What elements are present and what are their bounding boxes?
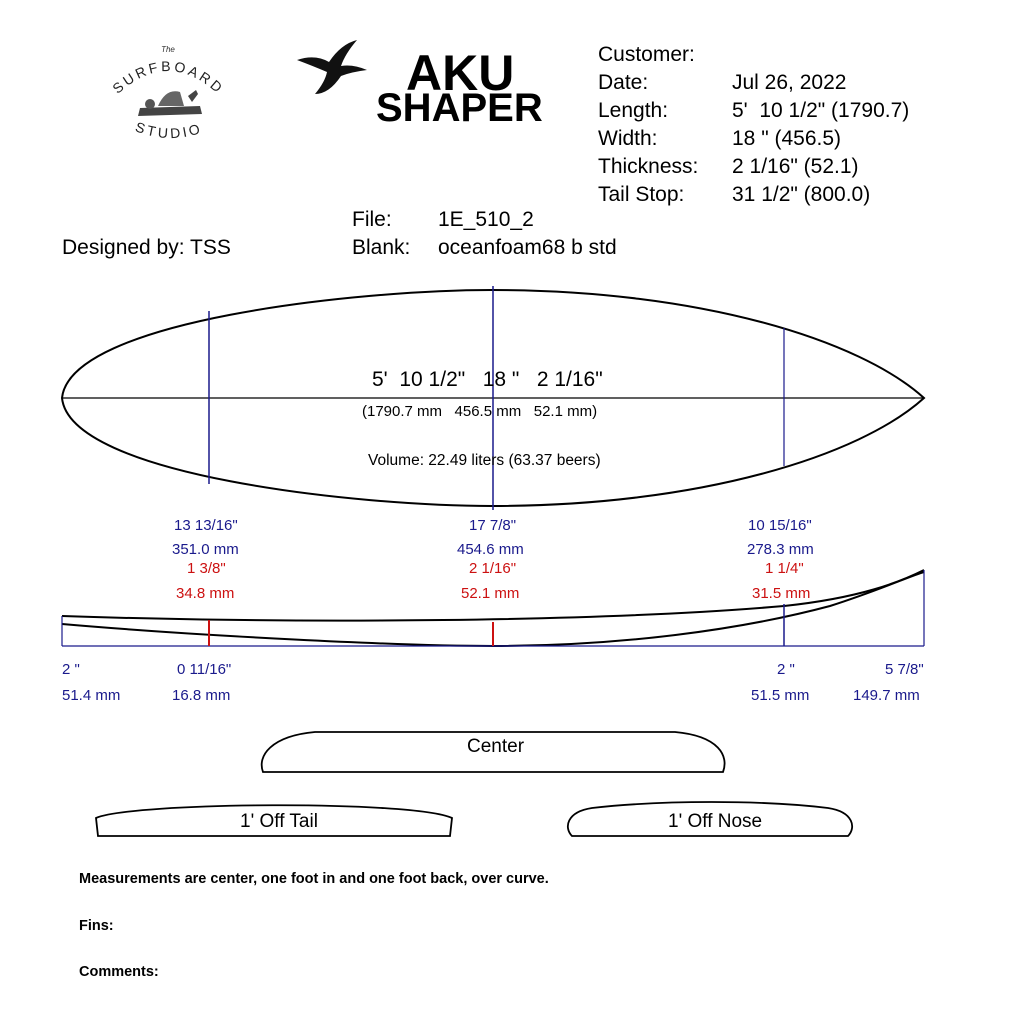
station-nose-thick-mm: 31.5 mm	[752, 585, 811, 602]
spec-row-customer: Customer:	[598, 43, 695, 66]
brand-shaper: SHAPER	[376, 86, 543, 130]
outline-dims-imperial: 5' 10 1/2" 18 " 2 1/16"	[372, 368, 603, 391]
logo	[100, 40, 240, 150]
board-outline	[0, 280, 1024, 520]
station-center-thick-mm: 52.1 mm	[461, 585, 520, 602]
rocker-1ft-tail-mm: 16.8 mm	[172, 687, 231, 704]
spec-row-width: Width: 18 " (456.5)	[598, 127, 842, 150]
outline-volume: Volume: 22.49 liters (63.37 beers)	[368, 452, 601, 469]
spec-row-thickness: Thickness: 2 1/16" (52.1)	[598, 155, 859, 178]
logo-graphic	[100, 40, 240, 150]
hand-plane-icon	[138, 90, 202, 116]
rocker-profile	[0, 560, 1024, 660]
measurements-note: Measurements are center, one foot in and one foot back, over curve.	[79, 871, 549, 887]
svg-text:SURFBOARD	[109, 58, 227, 97]
section-center-label: Center	[467, 736, 525, 757]
logo-small-word: The	[161, 45, 175, 54]
station-tail-width-mm: 351.0 mm	[172, 541, 239, 558]
rocker-1ft-tail-in: 0 11/16"	[177, 661, 232, 678]
comments-label: Comments:	[79, 964, 159, 980]
station-center-width-mm: 454.6 mm	[457, 541, 524, 558]
bird-icon	[295, 38, 375, 98]
designed-by: Designed by: TSS	[62, 236, 231, 259]
brand-aku: AKU	[406, 45, 515, 101]
station-nose-width-in: 10 15/16"	[748, 517, 812, 534]
rocker-tail-mm: 51.4 mm	[62, 687, 121, 704]
section-off-nose-label: 1' Off Nose	[668, 811, 763, 832]
station-nose-thick-in: 1 1/4"	[765, 560, 804, 577]
logo-top-word: SURFBOARD	[109, 57, 228, 98]
rocker-nose-in: 5 7/8"	[885, 661, 924, 678]
file-row: File: 1E_510_2	[352, 208, 534, 231]
logo-bottom-word: STUDIO	[133, 118, 205, 142]
rocker-1ft-nose-in: 2 "	[777, 661, 795, 678]
station-tail-thick-mm: 34.8 mm	[176, 585, 235, 602]
spec-table	[598, 41, 909, 209]
outline-dims-metric: (1790.7 mm 456.5 mm 52.1 mm)	[362, 403, 598, 420]
spec-row-length: Length: 5' 10 1/2" (1790.7)	[598, 99, 910, 122]
spec-row-tail-stop: Tail Stop: 31 1/2" (800.0)	[598, 183, 871, 206]
rocker-1ft-nose-mm: 51.5 mm	[751, 687, 810, 704]
station-tail-width-in: 13 13/16"	[174, 517, 238, 534]
station-center-width-in: 17 7/8"	[469, 517, 517, 534]
rocker-tail-in: 2 "	[62, 661, 80, 678]
station-tail-thick-in: 1 3/8"	[187, 560, 226, 577]
rocker-nose-mm: 149.7 mm	[853, 687, 920, 704]
fins-label: Fins:	[79, 918, 114, 934]
svg-text:STUDIO	[133, 119, 204, 142]
station-center-thick-in: 2 1/16"	[469, 560, 517, 577]
rocker-deck-line	[62, 570, 924, 621]
blank-row: Blank: oceanfoam68 b std	[352, 236, 617, 259]
spec-row-date: Date: Jul 26, 2022	[598, 71, 847, 94]
section-off-tail-label: 1' Off Tail	[240, 811, 318, 832]
station-nose-width-mm: 278.3 mm	[747, 541, 814, 558]
